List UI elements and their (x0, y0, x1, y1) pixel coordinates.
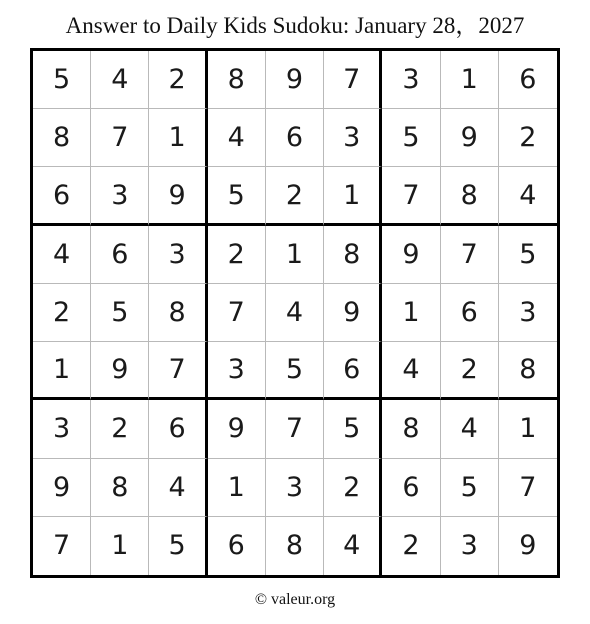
sudoku-cell: 9 (382, 226, 440, 284)
sudoku-cell: 4 (266, 284, 324, 342)
sudoku-cell: 9 (441, 109, 499, 167)
sudoku-cell: 5 (441, 459, 499, 517)
sudoku-cell: 9 (33, 459, 91, 517)
sudoku-cell: 3 (33, 400, 91, 458)
sudoku-cell: 5 (499, 226, 557, 284)
sudoku-cell: 1 (91, 517, 149, 575)
sudoku-cell: 7 (33, 517, 91, 575)
sudoku-cell: 3 (149, 226, 207, 284)
sudoku-cell: 7 (208, 284, 266, 342)
sudoku-cell: 8 (324, 226, 382, 284)
sudoku-cell: 5 (382, 109, 440, 167)
sudoku-cell: 5 (266, 342, 324, 400)
sudoku-cell: 6 (324, 342, 382, 400)
sudoku-cell: 1 (382, 284, 440, 342)
sudoku-cell: 6 (266, 109, 324, 167)
sudoku-cell: 2 (208, 226, 266, 284)
sudoku-cell: 1 (208, 459, 266, 517)
sudoku-cell: 4 (91, 51, 149, 109)
sudoku-cell: 6 (208, 517, 266, 575)
sudoku-cell: 1 (499, 400, 557, 458)
sudoku-cell: 9 (91, 342, 149, 400)
sudoku-cell: 3 (266, 459, 324, 517)
sudoku-cell: 7 (382, 167, 440, 225)
sudoku-cell: 2 (382, 517, 440, 575)
sudoku-cell: 3 (208, 342, 266, 400)
sudoku-cell: 8 (33, 109, 91, 167)
sudoku-cell: 3 (324, 109, 382, 167)
sudoku-cell: 8 (208, 51, 266, 109)
sudoku-cell: 7 (91, 109, 149, 167)
sudoku-cell: 4 (499, 167, 557, 225)
sudoku-cell: 2 (33, 284, 91, 342)
sudoku-cell: 4 (149, 459, 207, 517)
sudoku-cell: 2 (149, 51, 207, 109)
sudoku-cell: 1 (441, 51, 499, 109)
footer-credit: © valeur.org (254, 591, 336, 608)
sudoku-cell: 2 (441, 342, 499, 400)
sudoku-cell: 9 (208, 400, 266, 458)
sudoku-cell: 8 (382, 400, 440, 458)
sudoku-cell: 6 (441, 284, 499, 342)
sudoku-cell: 6 (149, 400, 207, 458)
sudoku-cell: 3 (382, 51, 440, 109)
sudoku-cell: 2 (499, 109, 557, 167)
sudoku-cell: 6 (382, 459, 440, 517)
sudoku-cell: 9 (149, 167, 207, 225)
sudoku-cell: 6 (499, 51, 557, 109)
sudoku-cell: 9 (266, 51, 324, 109)
sudoku-cell: 8 (441, 167, 499, 225)
page-title: Answer to Daily Kids Sudoku: January 28，2027 (65, 13, 525, 38)
sudoku-cell: 6 (33, 167, 91, 225)
sudoku-cell: 5 (208, 167, 266, 225)
sudoku-grid (33, 51, 557, 575)
sudoku-cell: 8 (499, 342, 557, 400)
sudoku-cell: 3 (499, 284, 557, 342)
sudoku-cell: 4 (33, 226, 91, 284)
sudoku-cell: 8 (91, 459, 149, 517)
sudoku-cell: 7 (499, 459, 557, 517)
sudoku-cell: 7 (266, 400, 324, 458)
sudoku-cell: 4 (324, 517, 382, 575)
sudoku-cell: 3 (91, 167, 149, 225)
sudoku-cell: 4 (441, 400, 499, 458)
sudoku-cell: 1 (324, 167, 382, 225)
sudoku-cell: 7 (441, 226, 499, 284)
sudoku-cell: 3 (441, 517, 499, 575)
sudoku-cell: 2 (91, 400, 149, 458)
sudoku-cell: 9 (519, 530, 537, 562)
sudoku-cell: 8 (149, 284, 207, 342)
sudoku-cell: 7 (324, 51, 382, 109)
sudoku-cell: 4 (382, 342, 440, 400)
sudoku-cell: 7 (149, 342, 207, 400)
sudoku-cell: 5 (324, 400, 382, 458)
sudoku-cell: 6 (91, 226, 149, 284)
sudoku-cell: 5 (33, 51, 91, 109)
sudoku-cell: 8 (266, 517, 324, 575)
sudoku-cell: 2 (266, 167, 324, 225)
sudoku-cell: 5 (91, 284, 149, 342)
sudoku-cell: 2 (324, 459, 382, 517)
sudoku-cell: 4 (208, 109, 266, 167)
sudoku-cell: 9 (324, 284, 382, 342)
sudoku-board (30, 48, 560, 578)
sudoku-cell: 1 (266, 226, 324, 284)
sudoku-cell: 1 (149, 109, 207, 167)
sudoku-cell: 1 (33, 342, 91, 400)
sudoku-cell: 5 (149, 517, 207, 575)
